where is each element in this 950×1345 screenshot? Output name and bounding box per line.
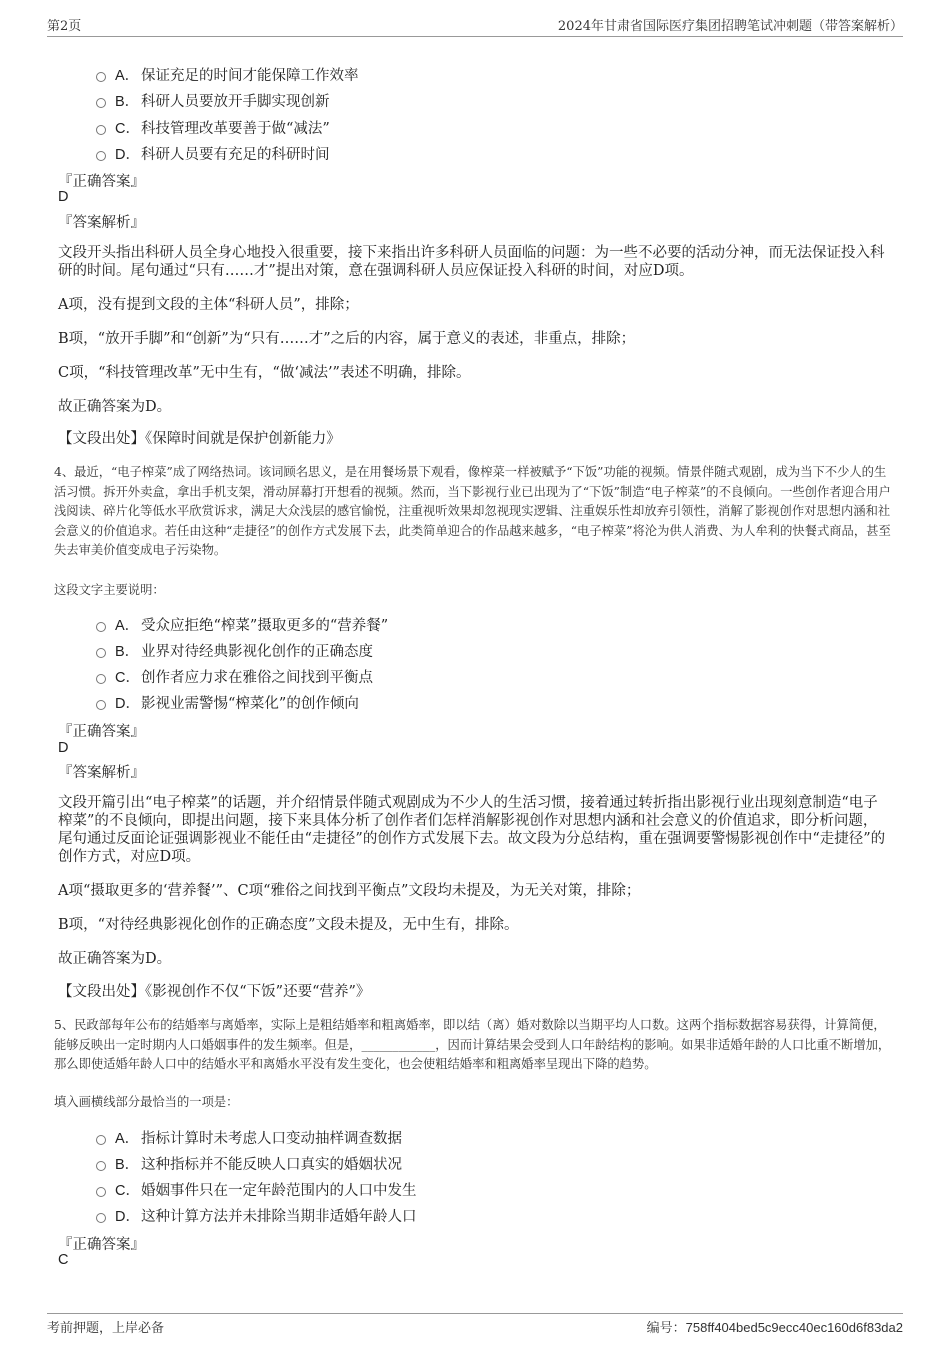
analysis-paragraph: A项“摄取更多的‘营养餐’”、C项“雅俗之间找到平衡点”文段均未提及，为无关对策，排除； (58, 883, 641, 899)
answer-value: C (58, 1252, 69, 1268)
radio-icon[interactable] (96, 98, 106, 108)
option-d[interactable]: D． 影视业需警惕“榨菜化”的创作倾向 (96, 692, 359, 713)
option-c[interactable]: C． 婚姻事件只在一定年龄范围内的人口中发生 (96, 1179, 417, 1200)
radio-icon[interactable] (96, 1213, 106, 1223)
radio-icon[interactable] (96, 151, 106, 161)
source-citation: 【文段出处】《影视创作不仅“下饭”还要“营养”》 (58, 984, 371, 1000)
answer-label: 『正确答案』 (58, 724, 145, 740)
analysis-paragraph: 故正确答案为D。 (58, 399, 172, 415)
answer-value: D (58, 740, 69, 756)
radio-icon[interactable] (96, 622, 106, 632)
radio-icon[interactable] (96, 648, 106, 658)
option-a[interactable]: A． 保证充足的时间才能保障工作效率 (96, 64, 359, 85)
fill-blank: ____________ (361, 1037, 436, 1052)
source-citation: 【文段出处】《保障时间就是保护创新能力》 (58, 431, 341, 447)
radio-icon[interactable] (96, 1135, 106, 1145)
radio-icon[interactable] (96, 700, 106, 710)
option-a[interactable]: A． 受众应拒绝“榨菜”摄取更多的“营养餐” (96, 614, 388, 635)
radio-icon[interactable] (96, 125, 106, 135)
answer-label: 『正确答案』 (58, 1237, 145, 1253)
analysis-paragraph: B项，“对待经典影视化创作的正确态度”文段未提及，无中生有，排除。 (58, 917, 519, 933)
radio-icon[interactable] (96, 72, 106, 82)
analysis-paragraph: B项，“放开手脚”和“创新”为“只有……才”之后的内容，属于意义的表述，非重点，排除； (58, 331, 636, 347)
analysis-label: 『答案解析』 (58, 765, 145, 781)
option-d[interactable]: D． 科研人员要有充足的科研时间 (96, 143, 330, 164)
radio-icon[interactable] (96, 674, 106, 684)
page-footer (47, 1313, 903, 1339)
option-c[interactable]: C． 创作者应力求在雅俗之间找到平衡点 (96, 666, 373, 687)
analysis-paragraph: 文段开头指出科研人员全身心地投入很重要，接下来指出许多科研人员面临的问题：为一些不必要的活动分神，而无法保证投入科研的时间。尾句通过“只有……才”提出对策，意在强调科研人员应保证投入科研的时间，对应D项。 (58, 245, 885, 279)
document-id: 编号：758ff404bed5c9ecc40ec160d6f83da2 (646, 1320, 903, 1335)
radio-icon[interactable] (96, 1187, 106, 1197)
analysis-paragraph: C项，“科技管理改革”无中生有，“做‘减法’”表述不明确，排除。 (58, 365, 471, 381)
analysis-paragraph: A项，没有提到文段的主体“科研人员”，排除； (58, 297, 359, 313)
option-d[interactable]: D． 这种计算方法并未排除当期非适婚年龄人口 (96, 1205, 417, 1226)
document-title: 2024年甘肃省国际医疗集团招聘笔试冲刺题（带答案解析） (557, 19, 903, 34)
footer-slogan: 考前押题，上岸必备 (47, 1321, 165, 1336)
answer-label: 『正确答案』 (58, 174, 145, 190)
question-4-text: 4、最近，“电子榨菜”成了网络热词。该词顾名思义，是在用餐场景下观看，像榨菜一样被赋予“下饭”功能的视频。情景伴随式观剧，成为当下不少人的生活习惯。拆开外卖盒，拿出手机支架，滑动屏幕打开想看的视频。然而，当下影视行业已出现为了“下饭”制造“电子榨菜”的不良倾向。一些创作者迎合用户浅阅读、碎片化等低水平欣赏诉求，满足大众浅层的感官愉悦，注重视听效果却忽视现实逻辑、注重娱乐性却放弃引领性，消解了影视创作对思想内涵和社会意义的价值追求。若任由这种“走捷径”的创作方式发展下去，此类简单迎合的作品越来越多，“电子榨菜”将沦为供人消费、为人牟利的快餐式商品，甚至失去审美价值变成电子污染物。 (54, 465, 891, 557)
option-b[interactable]: B． 科研人员要放开手脚实现创新 (96, 90, 330, 111)
option-c[interactable]: C． 科技管理改革要善于做“减法” (96, 117, 330, 138)
analysis-label: 『答案解析』 (58, 215, 145, 231)
question-prompt: 填入画横线部分最恰当的一项是： (54, 1095, 239, 1109)
page-number: 第2页 (47, 19, 82, 34)
option-a[interactable]: A． 指标计算时未考虑人口变动抽样调查数据 (96, 1127, 402, 1148)
analysis-paragraph: 故正确答案为D。 (58, 951, 172, 967)
page-header (47, 12, 903, 37)
analysis-paragraph: 文段开篇引出“电子榨菜”的话题，并介绍情景伴随式观剧成为不少人的生活习惯，接着通过转折指出影视行业出现刻意制造“电子榨菜”的不良倾向，即提出问题，接下来具体分析了创作者们怎样消解影视创作对思想内涵和社会意义的价值追求，即分析问题，尾句通过反面论证强调影视业不能任由“走捷径”的创作方式发展下去。故文段为分总结构，重在强调要警惕影视创作中“走捷径”的创作方式，对应D项。 (58, 795, 886, 865)
option-b[interactable]: B． 业界对待经典影视化创作的正确态度 (96, 640, 373, 661)
question-prompt: 这段文字主要说明： (54, 583, 165, 597)
question-5-text: 5、民政部每年公布的结婚率与离婚率，实际上是粗结婚率和粗离婚率，即以结（离）婚对数除以当期平均人口数。这两个指标数据容易获得，计算简便，能够反映出一定时期内人口婚姻事件的发生频率。但是，____________，因而计算结果会受到人口年龄结构的影响。如果非适婚年龄的人口比重不断增加，那么即使适婚年龄人口中的结婚水平和离婚水平没有发生变化，也会使粗结婚率和粗离婚率呈现出下降的趋势。 (54, 1018, 891, 1071)
answer-value: D (58, 189, 69, 205)
radio-icon[interactable] (96, 1161, 106, 1171)
option-b[interactable]: B． 这种指标并不能反映人口真实的婚姻状况 (96, 1153, 402, 1174)
